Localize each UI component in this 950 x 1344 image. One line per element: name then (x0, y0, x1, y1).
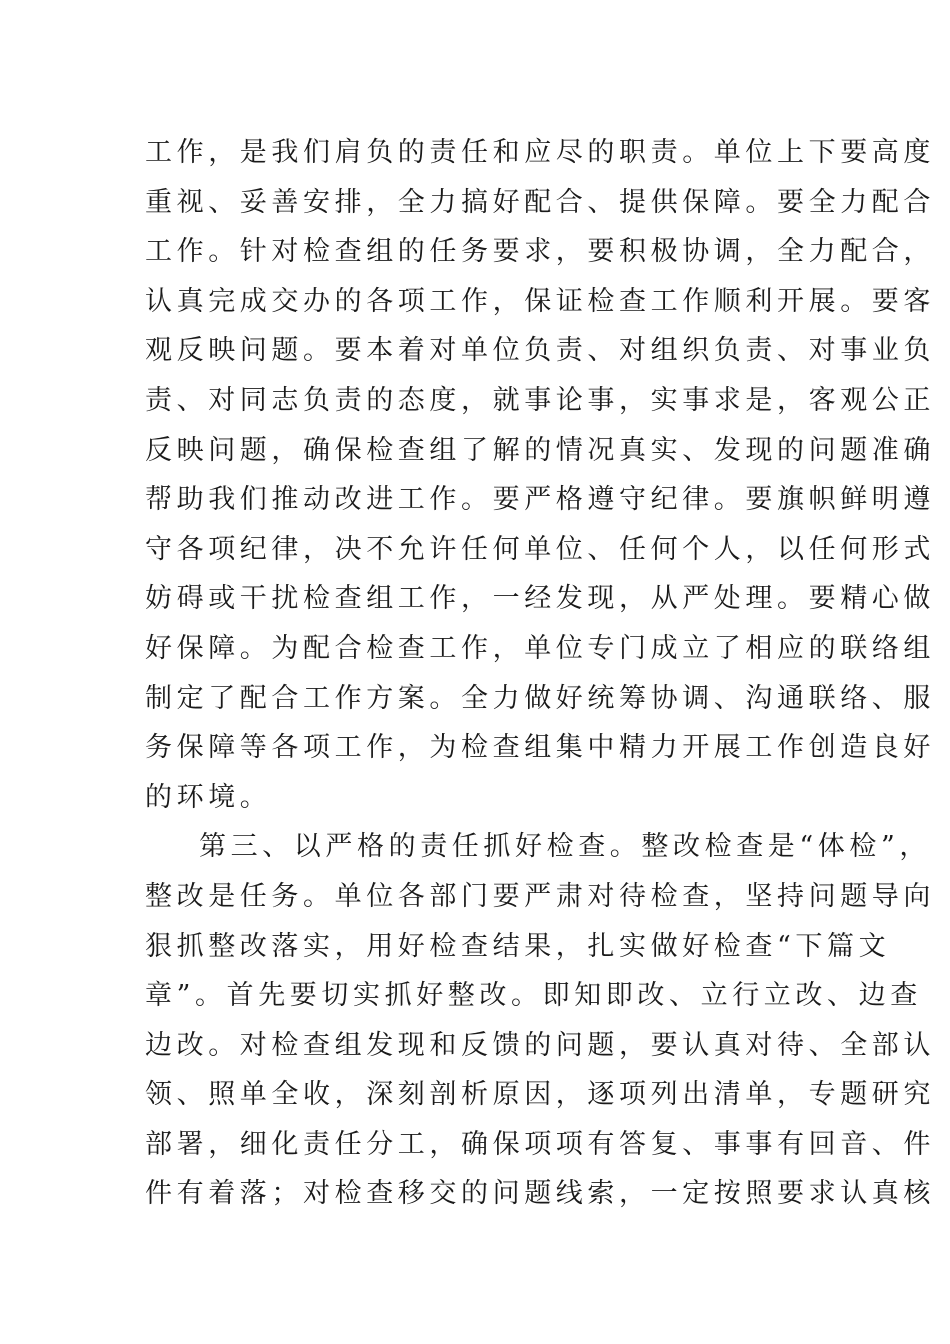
text-line: 守各项纪律，决不允许任何单位、任何个人，以任何形式 (145, 533, 935, 565)
text-line: 观反映问题。要本着对单位负责、对组织负责、对事业负 (145, 335, 935, 367)
text-line: 章”。首先要切实抓好整改。即知即改、立行立改、边查 (145, 980, 922, 1012)
body-text (145, 128, 935, 1219)
text-line: 部署，细化责任分工，确保项项有答复、事事有回音、件 (145, 1128, 935, 1160)
text-line: 反映问题，确保检查组了解的情况真实、发现的问题准确 (145, 434, 935, 466)
text-line: 务保障等各项工作，为检查组集中精力开展工作创造良好 (145, 732, 935, 764)
text-line: 边改。对检查组发现和反馈的问题，要认真对待、全部认 (145, 1029, 935, 1061)
text-line: 领、照单全收，深刻剖析原因，逐项列出清单，专题研究 (145, 1079, 935, 1111)
text-line: 重视、妥善安排，全力搞好配合、提供保障。要全力配合 (145, 186, 935, 218)
text-line: 工作。针对检查组的任务要求，要积极协调，全力配合， (145, 236, 935, 268)
text-line: 认真完成交办的各项工作，保证检查工作顺利开展。要客 (145, 285, 935, 317)
text-line: 制定了配合工作方案。全力做好统筹协调、沟通联络、服 (145, 682, 935, 714)
text-line: 件有着落；对检查移交的问题线索，一定按照要求认真核 (145, 1178, 935, 1210)
text-line: 整改是任务。单位各部门要严肃对待检查，坚持问题导向 (145, 880, 935, 912)
text-line: 好保障。为配合检查工作，单位专门成立了相应的联络组 (145, 632, 935, 664)
paragraph-start-line: 第三、以严格的责任抓好检查。整改检查是“体检”， (199, 831, 932, 863)
text-line: 责、对同志负责的态度，就事论事，实事求是，客观公正 (145, 384, 935, 416)
text-line: 妨碍或干扰检查组工作，一经发现，从严处理。要精心做 (145, 583, 935, 615)
text-line: 帮助我们推动改进工作。要严格遵守纪律。要旗帜鲜明遵 (145, 484, 935, 516)
text-line: 的环境。 (145, 781, 272, 813)
text-line: 工作，是我们肩负的责任和应尽的职责。单位上下要高度 (145, 137, 935, 168)
text-line: 狠抓整改落实，用好检查结果，扎实做好检查“下篇文 (145, 930, 891, 962)
